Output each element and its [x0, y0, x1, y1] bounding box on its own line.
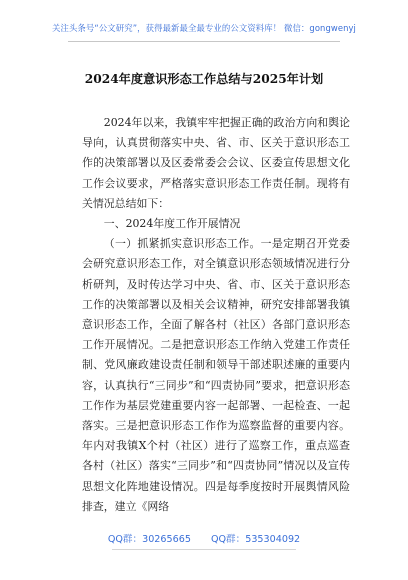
- footer-qq-group-1: QQ群：30265665: [107, 534, 191, 545]
- intro-paragraph: 2024年以来，我镇牢牢把握正确的政治方向和舆论导向，认真贯彻落实中央、省、市、区关于意识形态工作的决策部署以及区委常委会会议、区委宣传思想文化工作会议要求，严格落实意识形态工作责任制。现将有关情况总结如下：: [82, 116, 350, 210]
- footer-divider: [112, 549, 296, 550]
- body-paragraph: （一）抓紧抓实意识形态工作。一是定期召开党委会研究意识形态工作，对全镇意识形态领域情况进行分析研判，及时传达学习中央、省、市、区关于意识形态工作的决策部署以及相关会议精神，研究安排部署我镇意识形态工作，全面了解各村（社区）各部门意识形态工作开展情况。二是把意识形态工作纳入党建工作责任制、党风廉政建设责任制和领导干部述职述廉的重要内容，认真执行“三同步”和“四责协同”要求，把意识形态工作作为基层党建重要内容一起部署、一起检查、一起落实。三是把意识形态工作作为巡察监督的重要内容。年内对我镇X个村（社区）进行了巡察工作，重点巡查各村（社区）落实“三同步”和“四责协同”情况以及宣传思想文化阵地建设情况。四是每季度按时开展舆情风险排查，建立《网络: [82, 237, 350, 513]
- document-body: [82, 113, 350, 517]
- header-banner: 关注头条号“公文研究”，获得最新最全最专业的公文资料库！ 微信：gongwenyj: [52, 23, 356, 33]
- document-title: 2024年度意识形态工作总结与2025年计划: [84, 72, 324, 86]
- header-divider: [68, 41, 340, 42]
- footer-contact: [0, 531, 408, 545]
- footer-qq-group-2: QQ群：535304092: [210, 534, 301, 545]
- section-heading: 一、2024年度工作开展情况: [103, 217, 241, 231]
